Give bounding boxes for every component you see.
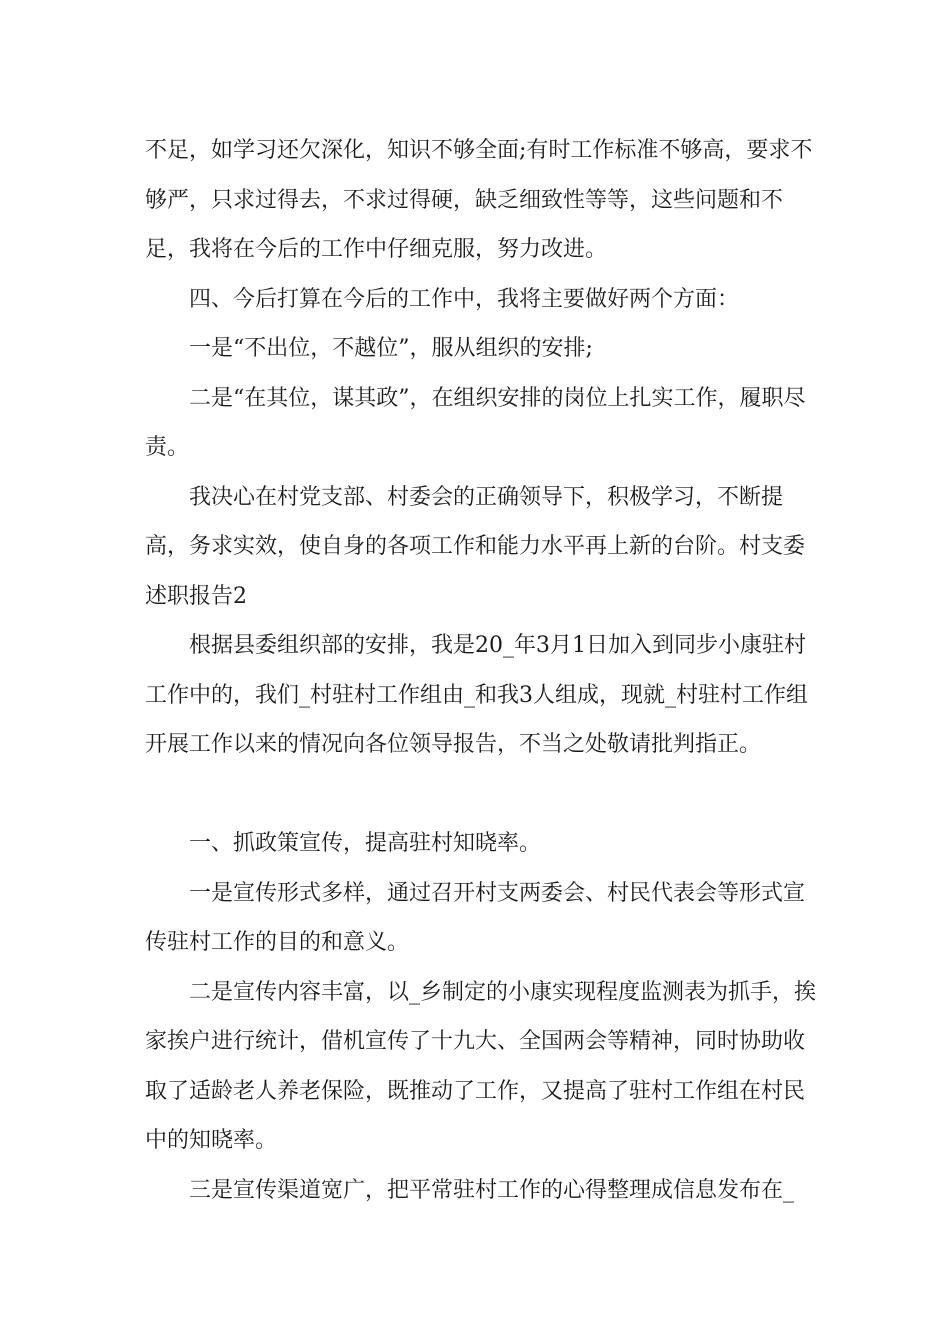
section-heading-policy-promotion: 一、抓政策宣传，提高驻村知晓率。 bbox=[189, 831, 542, 856]
paragraph-promotion-content: 二是宣传内容丰富，以_乡制定的小康实现程度监测表为抓手，挨家挨户进行统计，借机宣传了十九大、全国两会等精神，同时协助收取了适龄老人养老保险，既推动了工作，又提高了驻村工作组在村民中的知晓率。 bbox=[145, 979, 817, 1153]
paragraph-future-plan: 四、今后打算在今后的工作中，我将主要做好两个方面： bbox=[189, 286, 740, 312]
paragraph-gap bbox=[145, 770, 825, 820]
paragraph-shortcomings: 不足，如学习还欠深化，知识不够全面;有时工作标准不够高，要求不够严，只求过得去，不求过得硬，缺乏细致性等等，这些问题和不足，我将在今后的工作中仔细克服，努力改进。 bbox=[145, 138, 813, 262]
document-body bbox=[145, 126, 825, 1215]
paragraph-promotion-channels: 三是宣传渠道宽广，把平常驻村工作的心得整理成信息发布在_ bbox=[189, 1177, 795, 1203]
paragraph-resolution: 我决心在村党支部、村委会的正确领导下，积极学习，不断提高，务求实效，使自身的各项工作和能力水平再上新的台阶。村支委述职报告2 bbox=[145, 484, 806, 609]
paragraph-promotion-form: 一是宣传形式多样，通过召开村支两委会、村民代表会等形式宣传驻村工作的目的和意义。 bbox=[145, 880, 806, 955]
paragraph-report-intro: 根据县委组织部的安排，我是20_年3月1日加入到同步小康驻村工作中的，我们_村驻村工作组由_和我3人组成，现就_村驻村工作组开展工作以来的情况向各位领导报告，不当之处敬请批判指正。 bbox=[145, 633, 808, 757]
paragraph-point-one: 一是“不出位，不越位”，服从组织的安排; bbox=[189, 336, 593, 361]
paragraph-point-two: 二是“在其位，谋其政”，在组织安排的岗位上扎实工作，履职尽责。 bbox=[145, 385, 806, 460]
